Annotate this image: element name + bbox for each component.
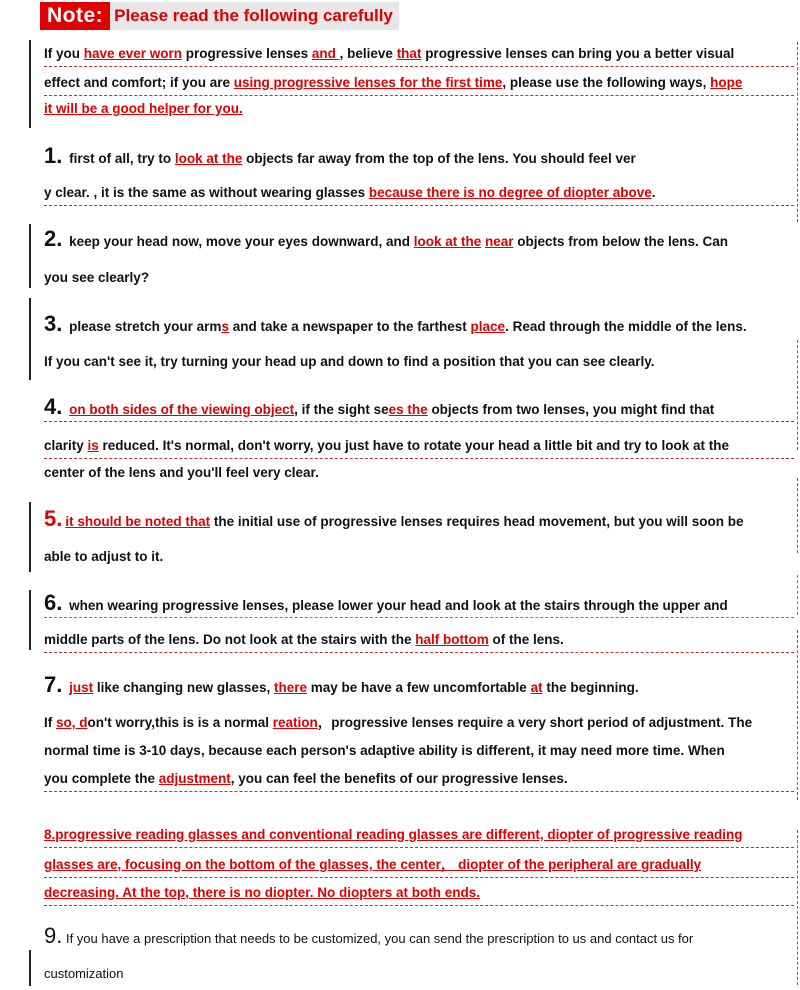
item-7-cont: normal time is 3-10 days, because each person's adaptive ability is different, it may need more time. When bbox=[44, 743, 725, 758]
item-8-cont: decreasing. At the top, there is no diopter. No diopters at both ends. bbox=[44, 883, 794, 906]
item-9-cont: customization bbox=[44, 966, 124, 981]
left-rule bbox=[29, 502, 31, 572]
item-5-cont: able to adjust to it. bbox=[44, 549, 164, 564]
note-label: Note: bbox=[40, 2, 110, 30]
item-2-cont: you see clearly? bbox=[44, 270, 150, 285]
left-rule bbox=[29, 224, 31, 288]
item-7-cont: you complete the adjustment, you can feel the benefits of our progressive lenses. bbox=[44, 769, 794, 792]
item-6: 6. when wearing progressive lenses, please lower your head and look at the stairs through the upper and bbox=[44, 589, 794, 618]
intro-line: If you have ever worn progressive lenses and , believe that progressive lenses can bring you a better visual bbox=[44, 44, 794, 67]
right-dash-rule bbox=[797, 575, 798, 615]
note-title: Please read the following carefully bbox=[110, 2, 399, 30]
item-7: 7. just like changing new glasses, there may be have a few uncomfortable at the beginning. bbox=[44, 672, 639, 697]
item-3: 3. please stretch your arms and take a newspaper to the farthest place. Read through the middle of the lens. bbox=[44, 311, 747, 336]
item-5: 5. it should be noted that the initial use of progressive lenses requires head movement, but you will soon be bbox=[44, 506, 744, 531]
item-3-cont: If you can't see it, try turning your head up and down to find a position that you can see clearly. bbox=[44, 354, 655, 369]
intro-line: effect and comfort; if you are using progressive lenses for the first time, please use the following ways, hope bbox=[44, 73, 794, 96]
item-4-cont: center of the lens and you'll feel very clear. bbox=[44, 465, 319, 480]
right-dash-rule bbox=[797, 478, 798, 553]
left-rule bbox=[29, 40, 31, 128]
right-dash-rule bbox=[797, 42, 798, 222]
item-4-cont: clarity is reduced. It's normal, don't worry, you just have to rotate your head a little bit and try to look at the bbox=[44, 436, 794, 459]
right-dash-rule bbox=[797, 630, 798, 800]
item-7-cont: If so, don't worry,this is is a normal reation，progressive lenses require a very short period of adjustment. The bbox=[44, 715, 753, 730]
item-2: 2. keep your head now, move your eyes downward, and look at the near objects from below the lens. Can bbox=[44, 226, 729, 251]
note-header bbox=[40, 2, 399, 30]
item-8-cont: glasses are, focusing on the bottom of the glasses, the center， diopter of the peripheral are gradually bbox=[44, 855, 794, 878]
left-rule bbox=[29, 590, 31, 650]
right-dash-rule bbox=[797, 340, 798, 450]
left-rule bbox=[29, 298, 31, 380]
item-6-cont: middle parts of the lens. Do not look at the stairs with the half bottom of the lens. bbox=[44, 630, 794, 653]
item-1-cont: y clear. , it is the same as without wearing glasses because there is no degree of diopter above. bbox=[44, 183, 794, 206]
item-8: 8.progressive reading glasses and conventional reading glasses are different, diopter of progressive reading bbox=[44, 825, 794, 848]
item-1: 1. first of all, try to look at the objects far away from the top of the lens. You should feel ver bbox=[44, 143, 636, 168]
intro-line: it will be a good helper for you. bbox=[44, 101, 243, 116]
right-dash-rule bbox=[797, 830, 798, 985]
item-9: 9. If you have a prescription that needs to be customized, you can send the prescription to us and contact us for bbox=[44, 923, 694, 948]
item-4: 4. on both sides of the viewing object, if the sight sees the objects from two lenses, you might find that bbox=[44, 393, 794, 422]
left-rule bbox=[29, 950, 31, 986]
